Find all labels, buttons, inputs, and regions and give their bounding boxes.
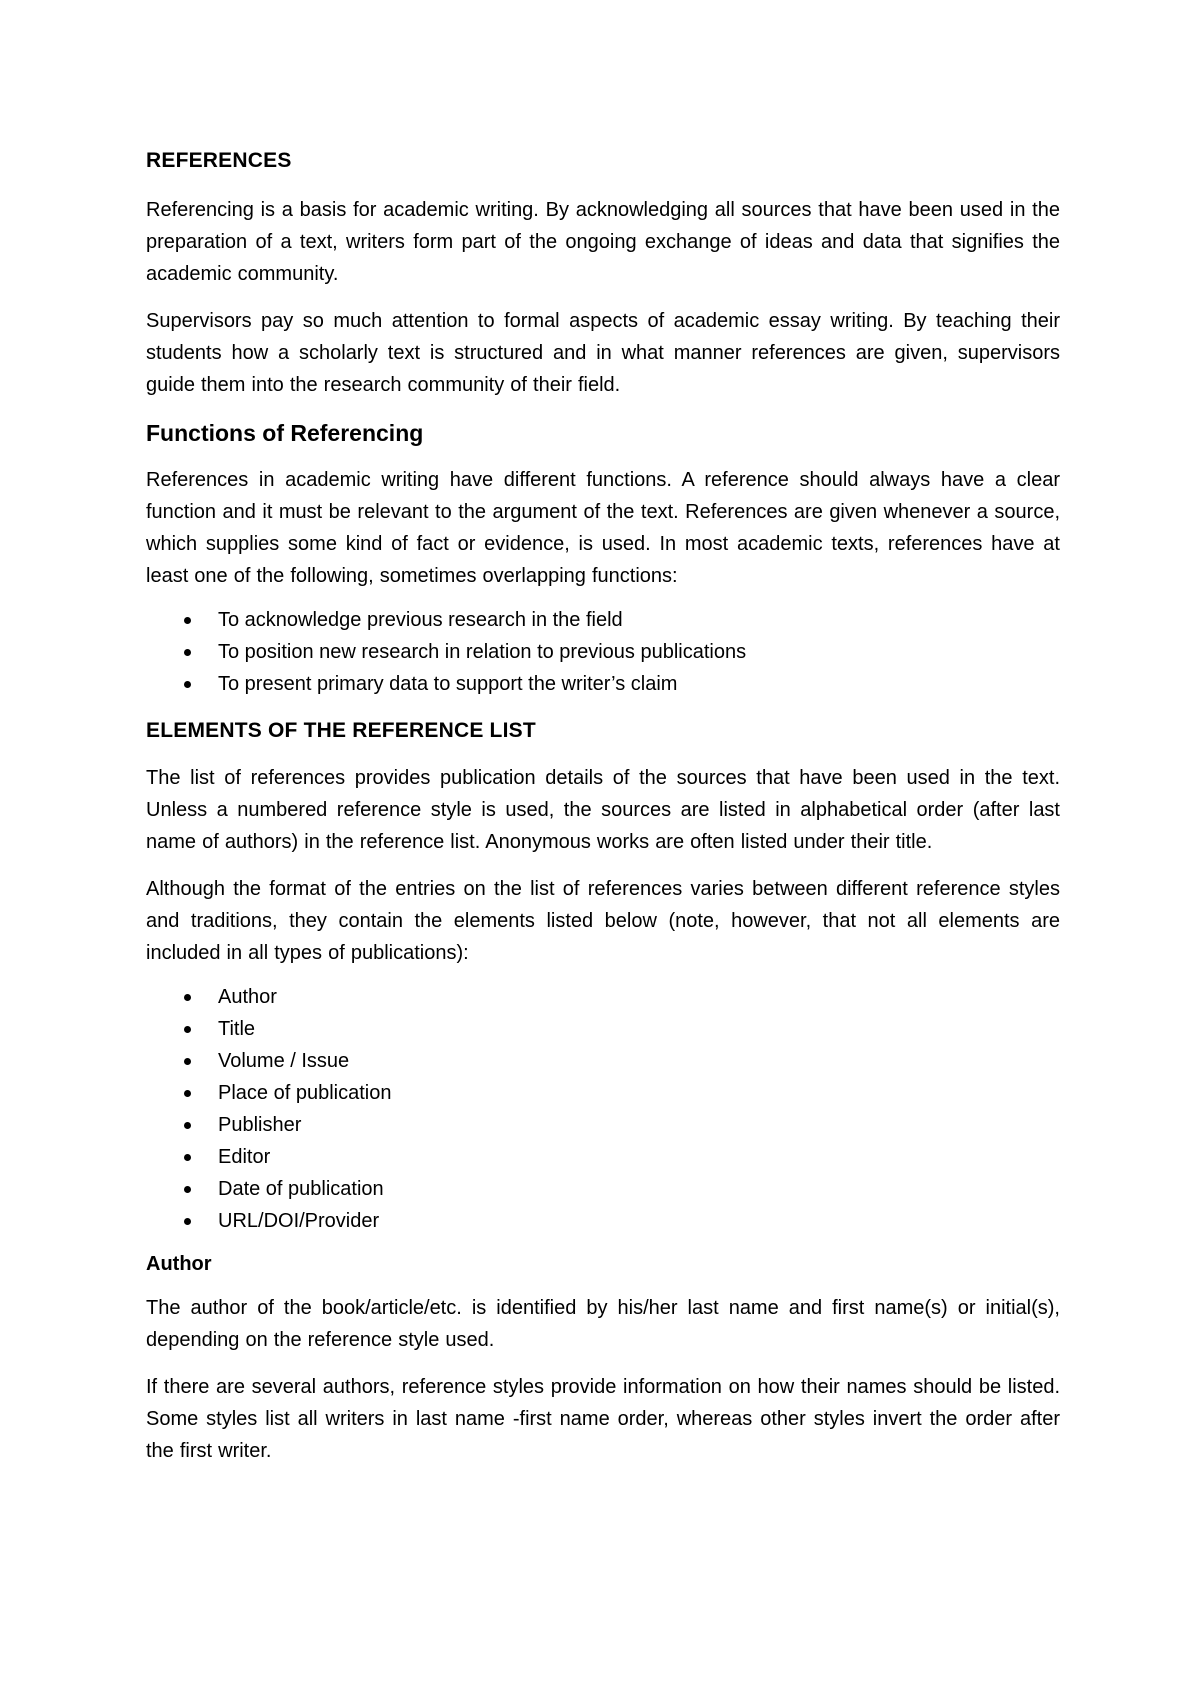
list-item (146, 1205, 1060, 1237)
intro-paragraph-2: Supervisors pay so much attention to formal aspects of academic essay writing. By teaching their students how a scholarly text is structured and in what manner references are given, supervisors guide them into the research community of their field. (146, 310, 1060, 396)
bullet-icon (184, 1122, 191, 1129)
list-item (146, 1109, 1060, 1141)
list-item-text: Author (218, 986, 277, 1008)
list-item-text: To position new research in relation to previous publications (218, 641, 747, 663)
list-item (146, 1173, 1060, 1205)
references-heading: REFERENCES (146, 149, 292, 172)
elements-heading: ELEMENTS OF THE REFERENCE LIST (146, 719, 536, 742)
document-page (146, 148, 1060, 1482)
list-item (146, 668, 1060, 700)
list-item (146, 981, 1060, 1013)
author-heading: Author (146, 1253, 212, 1275)
list-item-text: Date of publication (218, 1178, 384, 1200)
functions-list (146, 604, 1060, 700)
author-paragraph-1: The author of the book/article/etc. is identified by his/her last name and first name(s) or initial(s), depending on the reference style used. (146, 1297, 1060, 1351)
functions-paragraph: References in academic writing have different functions. A reference should always have a clear function and it must be relevant to the argument of the text. References are given whenever a source, which supplies some kind of fact or evidence, is used. In most academic texts, references have at least one of the following, sometimes overlapping functions: (146, 469, 1060, 587)
bullet-icon (184, 681, 191, 688)
bullet-icon (184, 994, 191, 1001)
bullet-icon (184, 1154, 191, 1161)
author-paragraph-2: If there are several authors, reference styles provide information on how their names should be listed. Some styles list all writers in last name -first name order, whereas other styles invert the order after the first writer. (146, 1376, 1060, 1462)
list-item (146, 1077, 1060, 1109)
elements-list (146, 981, 1060, 1237)
bullet-icon (184, 617, 191, 624)
list-item-text: To acknowledge previous research in the field (218, 609, 623, 631)
bullet-icon (184, 1186, 191, 1193)
elements-paragraph-1: The list of references provides publication details of the sources that have been used in the text. Unless a numbered reference style is used, the sources are listed in alphabetical order (after last name of authors) in the reference list. Anonymous works are often listed under their title. (146, 767, 1060, 853)
list-item (146, 1013, 1060, 1045)
bullet-icon (184, 1090, 191, 1097)
bullet-icon (184, 1218, 191, 1225)
list-item-text: Volume / Issue (218, 1050, 350, 1072)
bullet-icon (184, 1058, 191, 1065)
list-item-text: Editor (218, 1146, 271, 1168)
list-item-text: URL/DOI/Provider (218, 1210, 380, 1232)
list-item-text: Publisher (218, 1114, 302, 1136)
list-item (146, 1045, 1060, 1077)
intro-paragraph-1: Referencing is a basis for academic writing. By acknowledging all sources that have been used in the preparation of a text, writers form part of the ongoing exchange of ideas and data that signifies the academic community. (146, 199, 1060, 285)
bullet-icon (184, 1026, 191, 1033)
elements-paragraph-2: Although the format of the entries on the list of references varies between different reference styles and traditions, they contain the elements listed below (note, however, that not all elements are included in all types of publications): (146, 878, 1060, 964)
list-item-text: Title (218, 1018, 256, 1040)
list-item (146, 1141, 1060, 1173)
list-item-text: To present primary data to support the writer’s claim (218, 673, 678, 695)
list-item (146, 636, 1060, 668)
list-item (146, 604, 1060, 636)
bullet-icon (184, 649, 191, 656)
list-item-text: Place of publication (218, 1082, 392, 1104)
functions-heading: Functions of Referencing (146, 420, 424, 446)
